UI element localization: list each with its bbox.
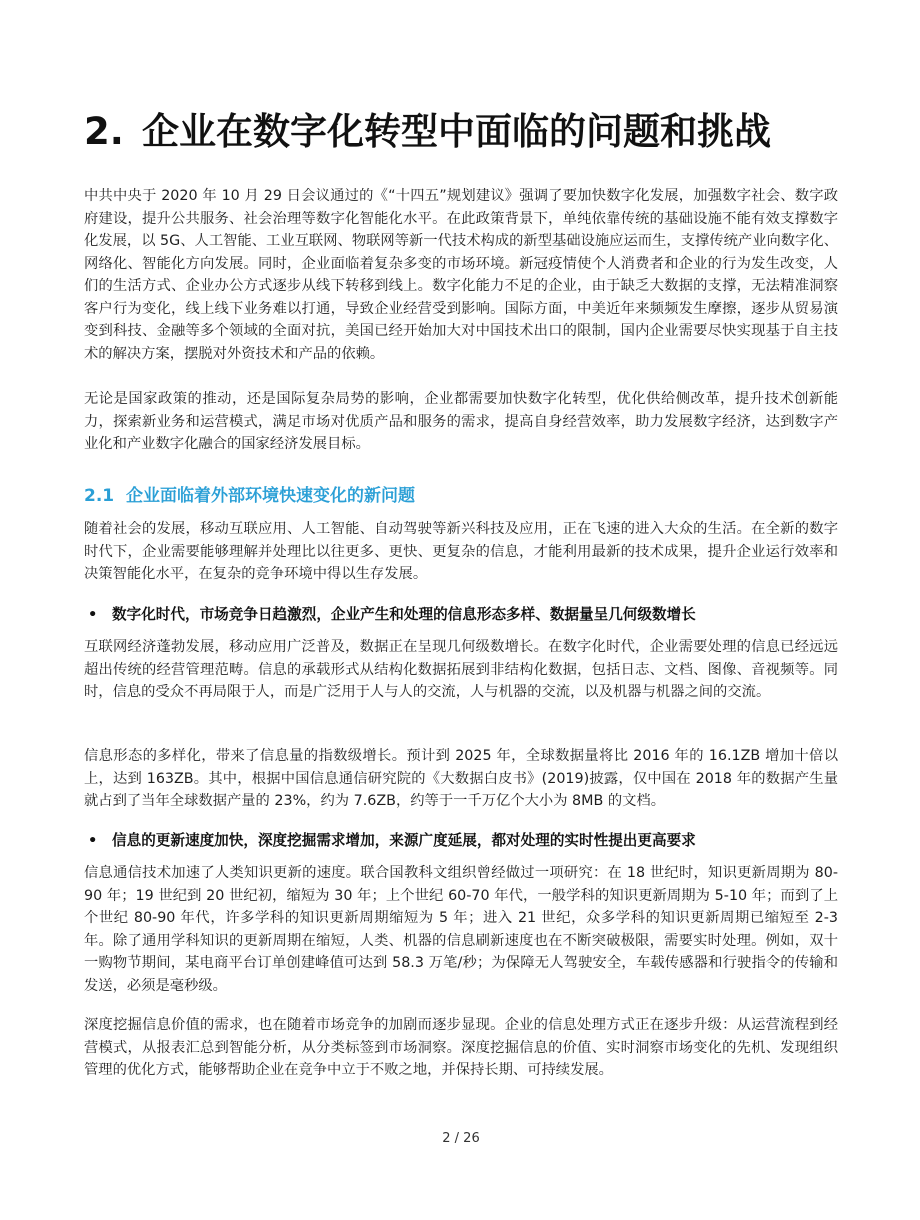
intro-paragraph-1: 中共中央于 2020 年 10 月 29 日会议通过的《“十四五”规划建议》强调了要加快数字化发展，加强数字社会、数字政府建设，提升公共服务、社会治理等数字化智能化水平。在此政策背景下，单纯依靠传统的基础设施不能有效支撑数字化发展，以 5G、人工智能、工业互联网、物联网等新一代技术构成的新型基础设施应运而生，支撑传统产业向数字化、网络化、智能化方向发展。同时，企业面临着复杂多变的市场环境。新冠疫情使个人消费者和企业的行为发生改变，人们的生活方式、企业办公方式逐步从线下转移到线上。数字化能力不足的企业，由于缺乏大数据的支撑，无法精准洞察客户行为变化，线上线下业务难以打通，导致企业经营受到影响。国际方面，中美近年来频频发生摩擦，逐步从贸易演变到科技、金融等多个领域的全面对抗，美国已经开始加大对中国技术出口的限制，国内企业需要尽快实现基于自主技术的解决方案，摆脱对外资技术和产品的依赖。 (84, 188, 838, 362)
bullet-marker: • (88, 606, 98, 623)
section-number: 2.1 (84, 486, 115, 506)
chapter-number: 2. (84, 110, 124, 153)
bullet-2-paragraph-1: 信息通信技术加速了人类知识更新的速度。联合国教科文组织曾经做过一项研究：在 18 世纪时，知识更新周期为 80-90 年；19 世纪到 20 世纪初，缩短为 30 年；上个世纪 60-70 年代，一般学科的知识更新周期为 5-10 年；而到了上个世纪 80-90 年代，许多学科的知识更新周期缩短为 5 年；进入 21 世纪，众多学科的知识更新周期已缩短至 2-3 年。除了通用学科知识的更新周期在缩短，人类、机器的信息刷新速度也在不断突破极限，需要实时处理。例如，双十一购物节期间，某电商平台订单创建峰值可达到 58.3 万笔/秒；为保障无人驾驶安全，车载传感器和行驶指令的传输和发送，必须是毫秒级。 (84, 865, 838, 994)
section-lead-paragraph: 随着社会的发展，移动互联应用、人工智能、自动驾驶等新兴科技及应用，正在飞速的进入大众的生活。在全新的数字时代下，企业需要能够理解并处理比以往更多、更快、更复杂的信息，才能利用最新的技术成果，提升企业运行效率和决策智能化水平，在复杂的竞争环境中得以生存发展。 (84, 521, 838, 582)
chapter-title (84, 106, 838, 158)
bullet-title: 信息的更新速度加快，深度挖掘需求增加，来源广度延展，都对处理的实时性提出更高要求 (112, 832, 696, 849)
page-number: 2 / 26 (442, 1131, 480, 1146)
bullet-heading-2 (84, 830, 838, 852)
bullet-2-paragraph-2: 深度挖掘信息价值的需求，也在随着市场竞争的加剧而逐步显现。企业的信息处理方式正在逐步升级：从运营流程到经营模式，从报表汇总到智能分析，从分类标签到市场洞察。深度挖掘信息的价值、实时洞察市场变化的先机、发现组织管理的优化方式，能够帮助企业在竞争中立于不败之地，并保持长期、可持续发展。 (84, 1017, 838, 1078)
section-heading (84, 484, 838, 508)
bullet-marker: • (88, 832, 98, 849)
bullet-1-paragraph-1: 互联网经济蓬勃发展，移动应用广泛普及，数据正在呈现几何级数增长。在数字化时代，企业需要处理的信息已经远远超出传统的经营管理范畴。信息的承载形式从结构化数据拓展到非结构化数据，包括日志、文档、图像、音视频等。同时，信息的受众不再局限于人，而是广泛用于人与人的交流，人与机器的交流，以及机器与机器之间的交流。 (84, 639, 838, 700)
chapter-title-text: 企业在数字化转型中面临的问题和挑战 (142, 110, 771, 153)
document-page (84, 0, 838, 1220)
section-title: 企业面临着外部环境快速变化的新问题 (126, 486, 415, 506)
bullet-1-paragraph-2: 信息形态的多样化，带来了信息量的指数级增长。预计到 2025 年，全球数据量将比 2016 年的 16.1ZB 增加十倍以上，达到 163ZB。其中，根据中国信息通信研究院的《大数据白皮书》(2019)披露，仅中国在 2018 年的数据产生量就占到了当年全球数据产量的 23%，约为 7.6ZB，约等于一千万亿个大小为 8MB 的文档。 (84, 748, 838, 809)
bullet-title: 数字化时代，市场竞争日趋激烈，企业产生和处理的信息形态多样、数据量呈几何级数增长 (112, 606, 696, 623)
bullet-heading-1 (84, 604, 838, 626)
intro-paragraph-2: 无论是国家政策的推动，还是国际复杂局势的影响，企业都需要加快数字化转型，优化供给侧改革，提升技术创新能力，探索新业务和运营模式，满足市场对优质产品和服务的需求，提高自身经营效率，助力发展数字经济，达到数字产业化和产业数字化融合的国家经济发展目标。 (84, 391, 838, 452)
